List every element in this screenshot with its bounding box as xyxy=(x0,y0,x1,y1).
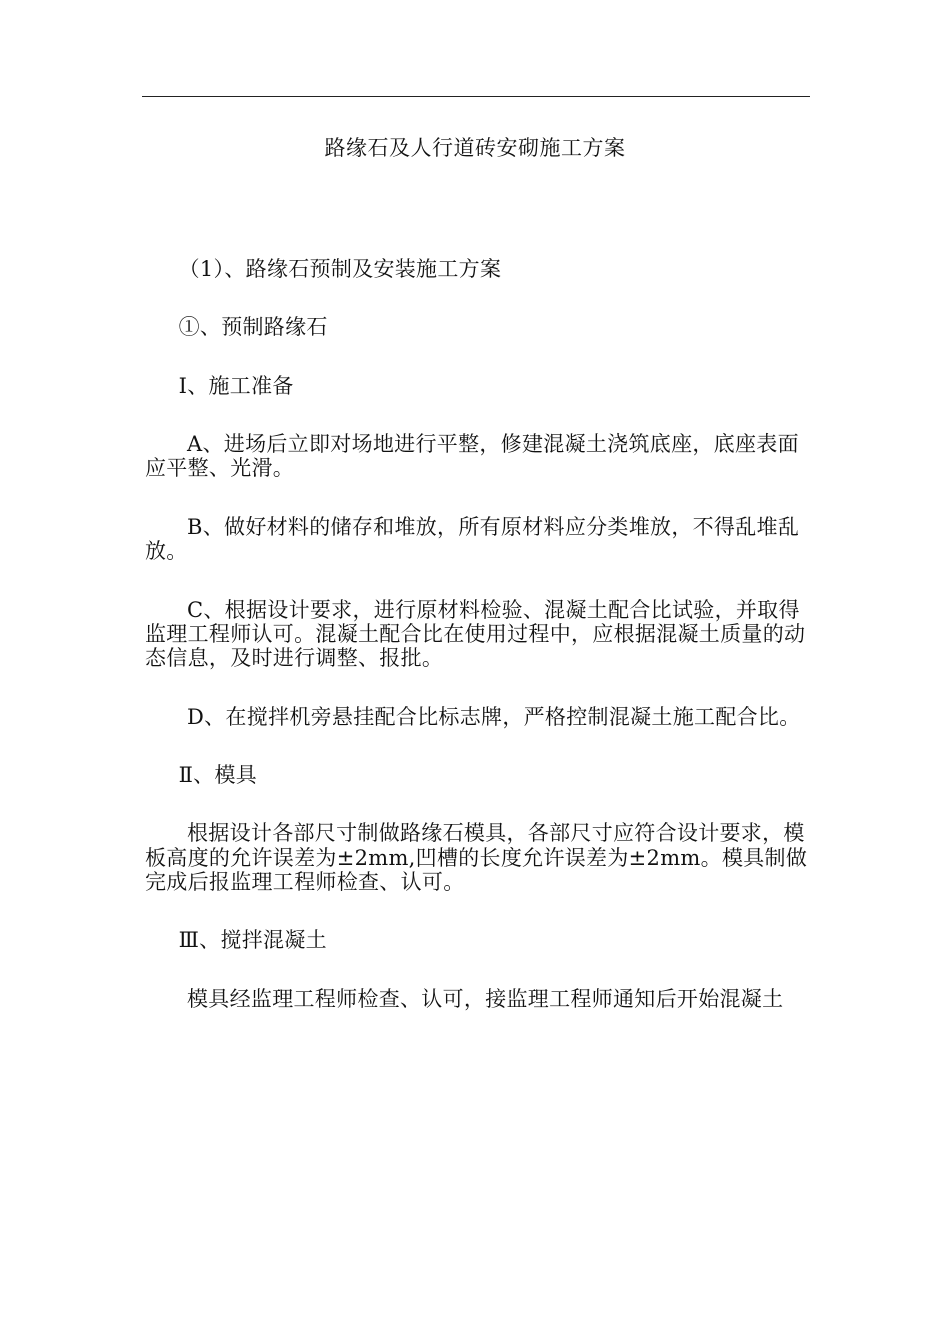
body-paragraph: B、做好材料的储存和堆放，所有原材料应分类堆放，不得乱堆乱放。 xyxy=(145,514,800,564)
body-paragraph: C、根据设计要求，进行原材料检验、混凝土配合比试验，并取得监理工程师认可。混凝土配合比在使用过程中，应根据混凝土质量的动态信息，及时进行调整、报批。 xyxy=(145,597,806,671)
part-heading: Ⅰ、施工准备 xyxy=(178,373,294,398)
header-rule xyxy=(142,96,810,97)
body-paragraph: 根据设计各部尺寸制做路缘石模具，各部尺寸应符合设计要求，模板高度的允许误差为±2mm,凹槽的长度允许误差为±2mm。模具制做完成后报监理工程师检查、认可。 xyxy=(145,821,808,895)
body-paragraph: A、进场后立即对场地进行平整，修建混凝土浇筑底座，底座表面应平整、光滑。 xyxy=(145,432,799,481)
document-title: 路缘石及人行道砖安砌施工方案 xyxy=(324,136,626,160)
part-heading: Ⅲ、搅拌混凝土 xyxy=(178,928,327,953)
subsection-heading: ①、预制路缘石 xyxy=(178,315,328,340)
part-heading: Ⅱ、模具 xyxy=(178,762,258,787)
body-paragraph: D、在搅拌机旁悬挂配合比标志牌，严格控制混凝土施工配合比。 xyxy=(187,704,801,729)
section-heading: （1）、路缘石预制及安装施工方案 xyxy=(178,257,502,281)
body-paragraph: 模具经监理工程师检查、认可，接监理工程师通知后开始混凝土 xyxy=(187,986,784,1011)
document-body xyxy=(145,257,810,1011)
